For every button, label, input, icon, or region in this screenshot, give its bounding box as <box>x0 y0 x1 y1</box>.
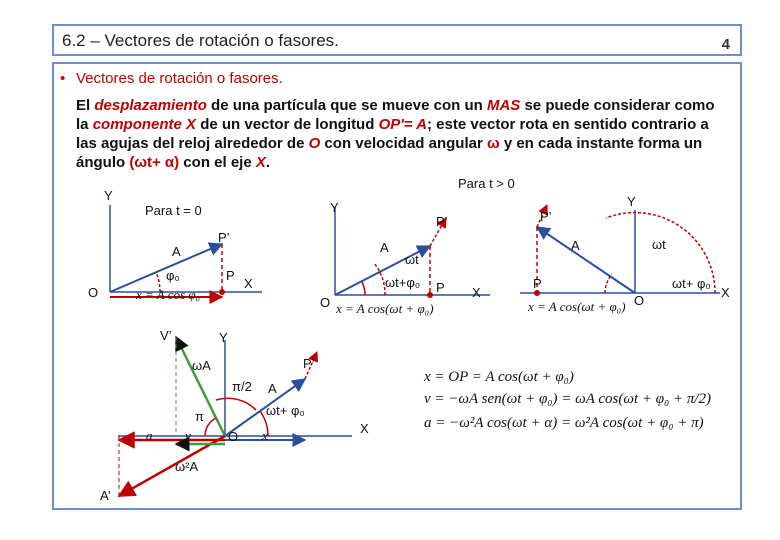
label-a: A <box>172 244 181 259</box>
label-x: X <box>721 285 730 300</box>
body-paragraph: El desplazamiento de una partícula que se mueve con un MAS se puede considerar como la componente X de un vector de longitud OP'= A; este vector rota en sentido contrario a las agujas del reloj alrededor de O con velocidad angular ω y en cada instante forma un ángulo (ωt+ α) con el eje X. <box>76 97 715 171</box>
label-x: X <box>472 285 481 300</box>
label-wt-phi: ωt+ φ₀ <box>266 403 305 418</box>
label-o: O <box>634 293 645 308</box>
diagram-velocity-acceleration <box>100 328 369 503</box>
label-pprime: P’ <box>218 230 230 245</box>
formula-t-positive: x = A cos(ωt + φ₀) <box>336 301 434 316</box>
label-x-proj: x <box>262 428 268 443</box>
label-p: P <box>533 276 542 291</box>
formula-t0: x = A cos φ₀ <box>136 287 201 302</box>
caption-t-positive: Para t > 0 <box>458 176 515 191</box>
label-p: P <box>436 280 445 295</box>
angle-arc-small <box>362 282 365 295</box>
point-p <box>219 289 225 295</box>
page-number: 4 <box>721 36 730 53</box>
label-wt-phi: ωt+ φ₀ <box>672 276 711 291</box>
label-pprime: P’ <box>436 214 448 229</box>
label-omega-a: ωA <box>192 358 211 373</box>
label-p: P <box>226 268 235 283</box>
pi-arc <box>205 418 216 436</box>
slide-title: 6.2 – Vectores de rotación o fasores. <box>62 31 339 50</box>
section-heading: Vectores de rotación o fasores. <box>76 70 283 87</box>
bullet: • <box>60 70 66 87</box>
label-phi: φ₀ <box>166 268 180 283</box>
equations <box>423 369 711 431</box>
label-wt: ωt <box>652 237 666 252</box>
angle-arc <box>374 263 385 295</box>
label-a: A <box>380 240 389 255</box>
label-x: X <box>244 276 253 291</box>
label-o: O <box>320 295 331 310</box>
label-y: Y <box>330 200 339 215</box>
label-aprime: A’ <box>100 488 111 503</box>
phasor-vector <box>537 227 635 293</box>
diagram-t-positive <box>320 176 515 316</box>
diagram-t0 <box>88 188 262 302</box>
label-x: X <box>360 421 369 436</box>
label-pi-half: π/2 <box>232 379 252 394</box>
equation-a: a = −ω²A cos(ωt + α) = ω²A cos(ωt + φ₀ + π) <box>424 415 704 431</box>
point-p <box>427 292 433 298</box>
label-y: Y <box>627 194 636 209</box>
equation-v: v = −ωA sen(ωt + φ₀) = ωA cos(ωt + φ₀ + π/2) <box>424 391 712 407</box>
label-pprime: P’ <box>303 356 315 371</box>
caption-t0: Para t = 0 <box>145 203 202 218</box>
label-wt: ωt <box>405 252 419 267</box>
label-omega2-a: ω²A <box>175 459 199 474</box>
label-pprime: P’ <box>540 209 552 224</box>
label-wt-phi: ωt+φ₀ <box>385 275 421 290</box>
formula-quadrant-2: x = A cos(ωt + φ₀) <box>528 299 626 314</box>
label-a: A <box>571 238 580 253</box>
label-vprime: V’ <box>160 328 172 343</box>
pi-half-arc <box>216 398 256 410</box>
label-o: O <box>88 285 99 300</box>
label-a: A <box>268 381 277 396</box>
label-a-proj: a <box>146 428 153 443</box>
diagram-quadrant-2 <box>520 194 730 314</box>
label-pi: π <box>195 409 204 424</box>
equation-x: x = OP = A cos(ωt + φ₀) <box>424 369 574 385</box>
label-v-proj: v <box>185 428 191 443</box>
label-y: Y <box>104 188 113 203</box>
label-o: O <box>228 429 239 444</box>
label-y: Y <box>219 330 228 345</box>
